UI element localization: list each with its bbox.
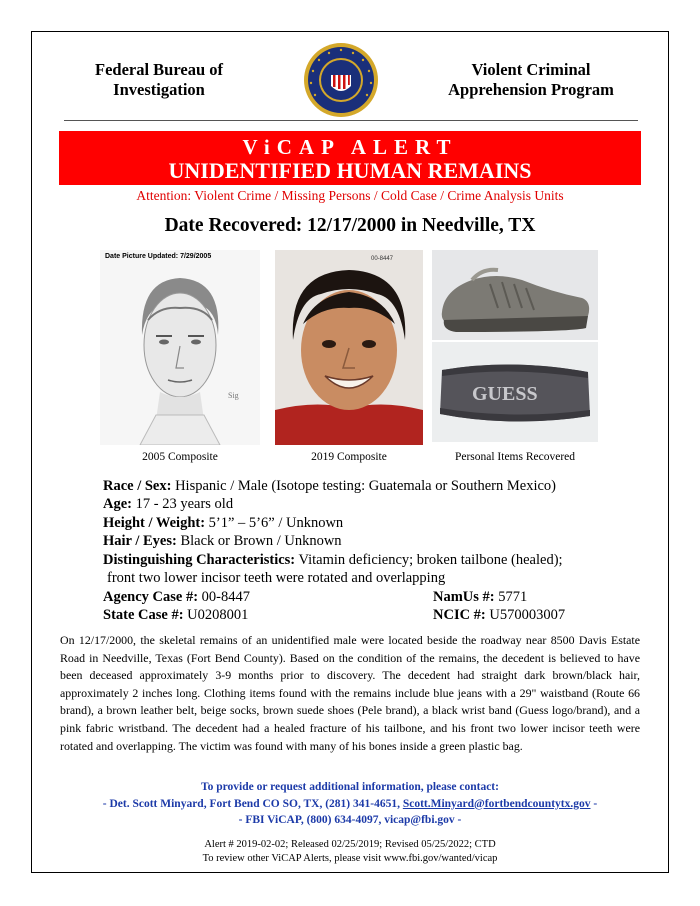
caption-2019: 2019 Composite — [311, 451, 387, 463]
contact-heading: To provide or request additional information, please contact: — [201, 781, 499, 793]
alert-number: Alert # 2019-02-02; Released 02/25/2019; Revised 05/25/2022; CTD — [204, 839, 496, 850]
fact-ncic — [433, 606, 565, 624]
banner-title: ViCAP ALERT — [242, 135, 458, 159]
fact-namus — [433, 588, 527, 606]
svg-text:Sig: Sig — [228, 391, 239, 400]
fact-race-sex — [103, 477, 556, 495]
alert-banner — [59, 131, 641, 185]
header-fbi-line2: Investigation — [113, 80, 205, 99]
fbi-seal-icon — [303, 42, 379, 118]
contact-fbi: - FBI ViCAP, (800) 634-4097, vicap@fbi.gov - — [238, 814, 462, 826]
composite-2019-image — [275, 250, 423, 445]
fact-label: Height / Weight: — [103, 515, 206, 531]
fact-label: NCIC #: — [433, 607, 486, 623]
fact-label: Age: — [103, 496, 132, 512]
footer — [0, 838, 700, 865]
fact-value: U570003007 — [489, 607, 566, 623]
fact-value: 5’1” – 5’6” / Unknown — [208, 515, 344, 531]
svg-text:00-8447: 00-8447 — [371, 256, 394, 262]
header-fbi — [74, 60, 244, 100]
fact-characteristics-cont: front two lower incisor teeth were rotated and overlapping — [107, 570, 446, 586]
caption-2005: 2005 Composite — [142, 451, 218, 463]
header-fbi-line1: Federal Bureau of — [94, 60, 223, 79]
shoe-image — [432, 250, 598, 340]
fact-label: Race / Sex: — [103, 478, 172, 494]
fact-characteristics — [103, 551, 563, 569]
fact-value: 00-8447 — [201, 589, 251, 605]
fact-age — [103, 495, 233, 513]
vicap-link-text: To review other ViCAP Alerts, please visit www.fbi.gov/wanted/vicap — [202, 852, 498, 864]
date-recovered: Date Recovered: 12/17/2000 in Needville, TX — [164, 215, 536, 236]
header-divider — [64, 120, 638, 121]
header-vicap-line2: Apprehension Program — [448, 80, 614, 99]
contact-block — [0, 779, 700, 829]
fact-value: Black or Brown / Unknown — [180, 533, 342, 549]
attention-line: Attention: Violent Crime / Missing Persons / Cold Case / Crime Analysis Units — [136, 188, 564, 203]
fact-label: Hair / Eyes: — [103, 533, 177, 549]
case-description: On 12/17/2000, the skeletal remains of an unidentified male were located beside the roadway near 8500 Davis Estate Road in Needville, Texas (Fort Bend County). Based on the condition of the remains, the decedent is believed to have been deceased approximately 3-9 months prior to discovery. The decedent had straight dark brown/black hair, approximately 2 inches long. Clothing items found with the remains include blue jeans with a 29" waistband (Route 66 brand), a brown leather belt, beige socks, brown suede shoes (Pele brand), a black wrist band (Guess logo/brand), and a pink fabric wristband. The decedent had a healed fracture of his tailbone, and his front two lower incisor teeth were rotated and overlapping. The victim was found with many of his bones inside a green plastic bag. — [60, 633, 640, 753]
guess-logo-text: GUESS — [472, 383, 538, 405]
header-vicap — [436, 60, 626, 100]
contact-detective-suffix: - — [593, 797, 598, 810]
fact-state-case — [103, 606, 248, 624]
fact-agency-case — [103, 588, 250, 606]
caption-items: Personal Items Recovered — [454, 451, 576, 463]
fact-label: NamUs #: — [433, 589, 495, 605]
fact-value: U0208001 — [187, 607, 249, 623]
fact-value: 5771 — [498, 589, 528, 605]
fact-label: Agency Case #: — [103, 589, 199, 605]
banner-subtitle: UNIDENTIFIED HUMAN REMAINS — [168, 158, 532, 183]
composite-2005-image — [100, 250, 260, 445]
fact-value: Hispanic / Male (Isotope testing: Guatemala or Southern Mexico) — [175, 478, 557, 494]
fact-value: Vitamin deficiency; broken tailbone (healed); — [298, 552, 563, 568]
wristband-image — [432, 342, 598, 442]
fact-label: State Case #: — [103, 607, 184, 623]
fact-value: 17 - 23 years old — [135, 496, 234, 512]
header-vicap-line1: Violent Criminal — [471, 60, 591, 79]
fact-height-weight — [103, 514, 343, 532]
contact-detective — [0, 796, 700, 813]
contact-detective-text: - Det. Scott Minyard, Fort Bend CO SO, TX, (281) 341-4651, — [102, 797, 400, 810]
date-picture-updated: Date Picture Updated: 7/29/2005 — [105, 253, 212, 260]
detective-email-link[interactable]: Scott.Minyard@fortbendcountytx.gov — [402, 797, 591, 810]
fact-hair-eyes — [103, 532, 342, 550]
fact-label: Distinguishing Characteristics: — [103, 552, 296, 568]
